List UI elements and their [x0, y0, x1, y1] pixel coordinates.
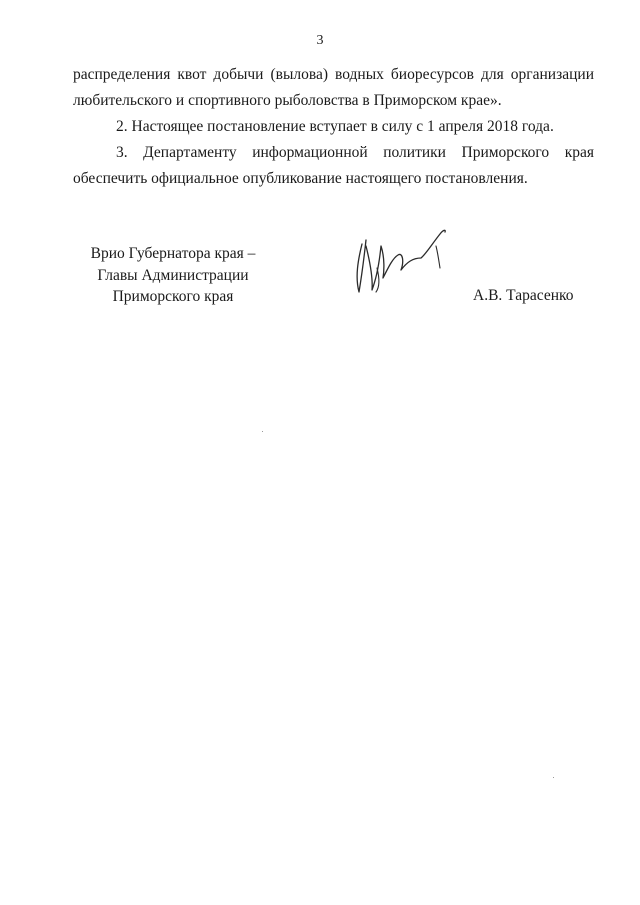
scan-speck [262, 431, 263, 432]
signer-name: А.В. Тарасенко [473, 287, 574, 304]
paragraph-2 [73, 114, 594, 140]
paragraph-1 [73, 62, 594, 114]
handwritten-signature [340, 222, 455, 302]
paragraph-3 [73, 140, 594, 192]
signatory-position-line-3: Приморского края [112, 288, 234, 305]
paragraph-1-line-1: распределения квот добычи (вылова) водных биоресурсов для организации [73, 66, 594, 83]
signatory-position-line-1: Врио Губернатора края – [90, 245, 256, 262]
scan-speck [553, 777, 554, 778]
signatory-position-line-2: Главы Администрации [97, 266, 249, 284]
page-number: 3 [316, 33, 324, 48]
signatory-position [73, 243, 273, 308]
paragraph-2-line-1: 2. Настоящее постановление вступает в силу с 1 апреля 2018 года. [116, 118, 554, 135]
paragraph-3-line-1: 3. Департаменту информационной политики Приморского края [116, 144, 594, 161]
paragraph-3-line-2: обеспечить официальное опубликование настоящего постановления. [73, 170, 528, 187]
paragraph-1-line-2: любительского и спортивного рыболовства в Приморском крае». [73, 92, 502, 109]
